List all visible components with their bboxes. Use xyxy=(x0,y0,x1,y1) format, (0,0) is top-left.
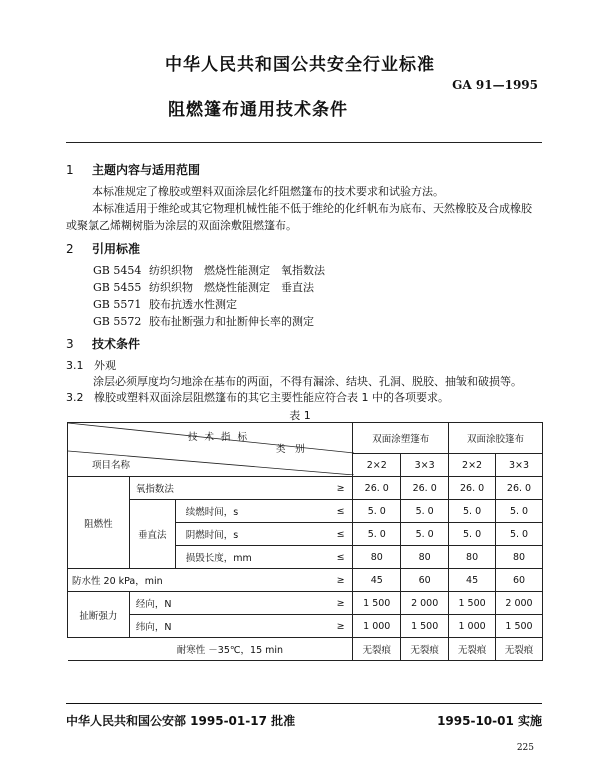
value-cell: 1 500 xyxy=(449,592,496,615)
section-3-heading xyxy=(66,335,140,352)
value-cell: 1 500 xyxy=(401,615,449,638)
section-1-paragraph-2: 本标准适用于维纶或其它物理机械性能不低于维纶的化纤帆布为底布、天然橡胶及合成橡胶或聚氯乙烯糊树脂为涂层的双面涂敷阻燃篷布。 xyxy=(66,202,532,232)
reference-text: 纺织织物 燃烧性能测定 氧指数法 xyxy=(149,264,325,277)
operator: ≤ xyxy=(329,500,353,523)
header-type-label: 类 别 xyxy=(276,444,305,455)
value-cell: 45 xyxy=(353,569,401,592)
reference-text: 胶布扯断强力和扯断伸长率的测定 xyxy=(149,315,314,328)
value-cell: 80 xyxy=(353,546,401,569)
value-cell: 1 500 xyxy=(496,615,543,638)
operator: ≥ xyxy=(329,592,353,615)
warp-label: 经向，N xyxy=(129,592,329,615)
value-cell: 无裂痕 xyxy=(401,638,449,661)
subsection-3-1-text: 涂层必须厚度均匀地涂在基布的两面，不得有漏涂、结块、孔洞、脱胶、抽皱和破损等。 xyxy=(93,375,522,388)
value-cell: 5. 0 xyxy=(496,523,543,546)
subsection-title: 外观 xyxy=(94,359,116,372)
operator: ≥ xyxy=(329,615,353,638)
spec-table xyxy=(67,422,543,661)
value-cell: 无裂痕 xyxy=(496,638,543,661)
operator: ≤ xyxy=(329,546,353,569)
effective-date: 1995-10-01 实施 xyxy=(437,714,542,728)
reference-item xyxy=(93,296,237,312)
reference-code: GB 5455 xyxy=(93,281,142,294)
section-1-heading xyxy=(66,161,200,178)
size-cell: 2×2 xyxy=(449,454,496,477)
subsection-3-2 xyxy=(66,389,449,405)
page-number: 225 xyxy=(516,743,534,753)
vertical-method-label: 垂直法 xyxy=(129,500,175,569)
section-number: 3 xyxy=(66,337,74,351)
section-number: 1 xyxy=(66,163,74,177)
value-cell: 无裂痕 xyxy=(353,638,401,661)
afterglow-label: 阴燃时间，s xyxy=(175,523,329,546)
standard-number: GA 91—1995 xyxy=(452,78,538,92)
section-1-paragraph-1: 本标准规定了橡胶或塑料双面涂层化纤阻燃篷布的技术要求和试验方法。 xyxy=(92,185,444,198)
operator: ≤ xyxy=(329,523,353,546)
issuer-title: 中华人民共和国公共安全行业标准 xyxy=(165,55,435,75)
reference-code: GB 5454 xyxy=(93,264,142,277)
section-number: 2 xyxy=(66,242,74,256)
value-cell: 5. 0 xyxy=(449,523,496,546)
afterflame-label: 续燃时间，s xyxy=(175,500,329,523)
value-cell: 26. 0 xyxy=(353,477,401,500)
header-item-label: 项目名称 xyxy=(92,460,131,471)
subsection-number: 3.2 xyxy=(66,391,84,404)
operator: ≥ xyxy=(329,477,353,500)
approval-line: 中华人民共和国公安部 1995-01-17 批准 xyxy=(66,714,296,728)
waterproof-label: 防水性 20 kPa，min xyxy=(68,569,329,592)
reference-text: 胶布抗透水性测定 xyxy=(149,298,237,311)
document-title: 阻燃篷布通用技术条件 xyxy=(168,100,348,120)
size-cell: 3×3 xyxy=(401,454,449,477)
value-cell: 5. 0 xyxy=(449,500,496,523)
tensile-strength-label: 扯断强力 xyxy=(68,592,130,638)
oxygen-index-label: 氧指数法 xyxy=(129,477,329,500)
header-tech-label: 技 术 指 标 xyxy=(188,432,250,443)
header-rule xyxy=(66,142,542,143)
cold-resistance-label: 耐寒性 －35℃，15 min xyxy=(68,638,353,661)
value-cell: 80 xyxy=(401,546,449,569)
size-cell: 3×3 xyxy=(496,454,543,477)
section-title: 引用标准 xyxy=(92,242,141,256)
flame-resistance-label: 阻燃性 xyxy=(68,477,130,569)
subsection-text: 橡胶或塑料双面涂层阻燃篷布的其它主要性能应符合表 1 中的各项要求。 xyxy=(94,391,449,404)
char-length-label: 损毁长度，mm xyxy=(175,546,329,569)
header-rubber: 双面涂胶篷布 xyxy=(449,423,543,454)
value-cell: 1 000 xyxy=(449,615,496,638)
value-cell: 80 xyxy=(449,546,496,569)
value-cell: 1 500 xyxy=(353,592,401,615)
value-cell: 26. 0 xyxy=(401,477,449,500)
value-cell: 60 xyxy=(401,569,449,592)
value-cell: 5. 0 xyxy=(496,500,543,523)
value-cell: 5. 0 xyxy=(401,500,449,523)
table-header-corner xyxy=(68,423,353,477)
value-cell: 5. 0 xyxy=(353,523,401,546)
value-cell: 1 000 xyxy=(353,615,401,638)
reference-item xyxy=(93,279,314,295)
header-plastic: 双面涂塑篷布 xyxy=(353,423,449,454)
subsection-3-1-heading xyxy=(66,357,116,373)
value-cell: 2 000 xyxy=(496,592,543,615)
value-cell: 60 xyxy=(496,569,543,592)
value-cell: 2 000 xyxy=(401,592,449,615)
weft-label: 纬向，N xyxy=(129,615,329,638)
value-cell: 80 xyxy=(496,546,543,569)
value-cell: 26. 0 xyxy=(449,477,496,500)
value-cell: 45 xyxy=(449,569,496,592)
footer-rule xyxy=(66,703,542,704)
reference-item xyxy=(93,262,325,278)
section-title: 主题内容与适用范围 xyxy=(92,163,201,177)
size-cell: 2×2 xyxy=(353,454,401,477)
reference-item xyxy=(93,313,314,329)
section-title: 技术条件 xyxy=(92,337,141,351)
subsection-number: 3.1 xyxy=(66,359,84,372)
section-2-heading xyxy=(66,240,140,257)
operator: ≥ xyxy=(329,569,353,592)
value-cell: 5. 0 xyxy=(401,523,449,546)
reference-code: GB 5572 xyxy=(93,315,142,328)
value-cell: 无裂痕 xyxy=(449,638,496,661)
reference-code: GB 5571 xyxy=(93,298,142,311)
table-caption: 表 1 xyxy=(289,409,311,422)
value-cell: 5. 0 xyxy=(353,500,401,523)
value-cell: 26. 0 xyxy=(496,477,543,500)
reference-text: 纺织织物 燃烧性能测定 垂直法 xyxy=(149,281,314,294)
